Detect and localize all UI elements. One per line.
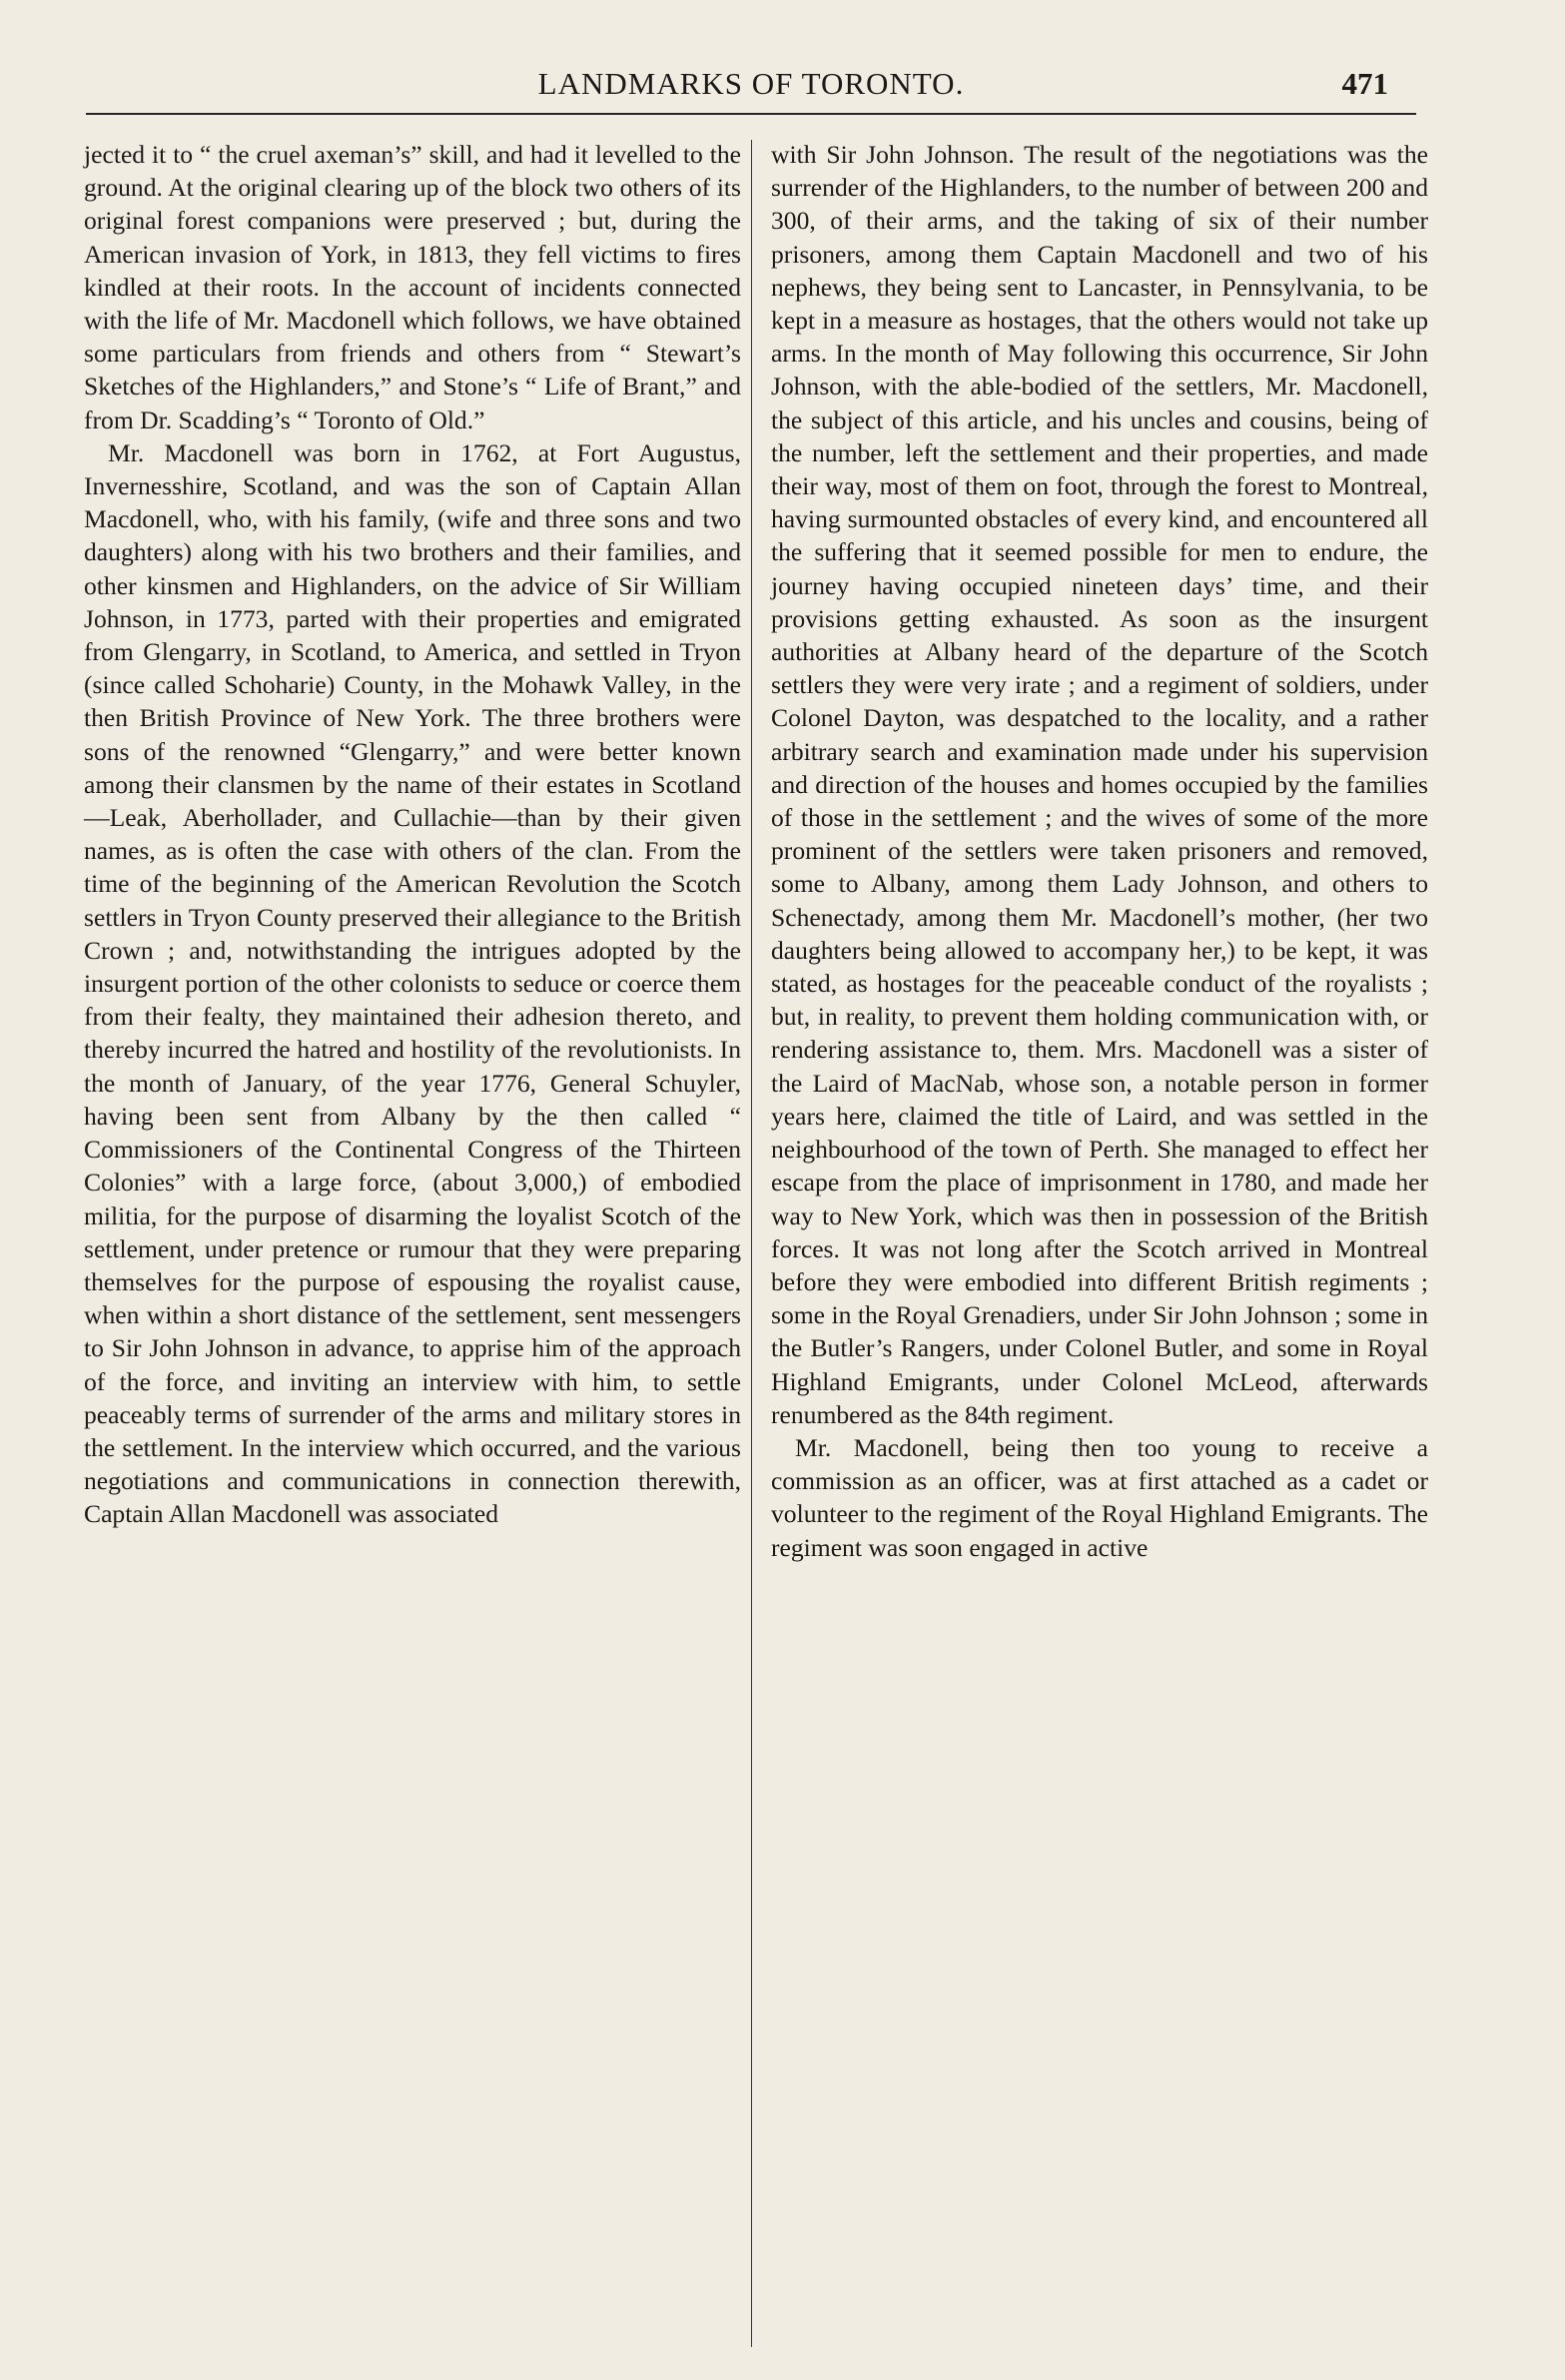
- column-divider: [751, 140, 752, 2347]
- page-header: [86, 66, 1416, 116]
- page-number: 471: [1341, 66, 1388, 101]
- right-paragraph-2: Mr. Macdonell, being then too young to receive a commission as an officer, was at first attached as a cadet or volunteer to the regiment of the Royal Highland Emigrants. The regiment was soon engaged in active: [771, 1432, 1428, 1562]
- right-paragraph-1: with Sir John Johnson. The result of the negotiations was the surrender of the Highlanders, to the number of between 200 and 300, of their arms, and the taking of six of their number prisoners, among them Captain Macdonell and two of his nephews, they being sent to Lancaster, in Pennsylvania, to be kept in a measure as hostages, that the others would not take up arms. In the month of May following this occurrence, Sir John Johnson, with the able-bodied of the settlers, Mr. Macdonell, the subject of this article, and his uncles and cousins, being of the number, left the settlement and their properties, and made their way, most of them on foot, through the forest to Montreal, having surmounted obstacles of every kind, and encountered all the suffering that it seemed possible for men to endure, the journey having occupied nineteen days’ time, and their provisions getting exhausted. As soon as the insurgent authorities at Albany heard of the departure of the Scotch settlers they were very irate ; and a regiment of soldiers, under Colonel Dayton, was despatched to the locality, and a rather arbitrary search and examination made under his supervision and direction of the houses and homes occupied by the families of those in the settlement ; and the wives of some of the more prominent of the settlers were taken prisoners and removed, some to Albany, among them Lady Johnson, and others to Schenectady, among them Mr. Macdonell’s mother, (her two daughters being allowed to accompany her,) to be kept, it was stated, as hostages for the peaceable conduct of the royalists ; but, in reality, to prevent them holding communication with, or rendering assistance to, them. Mrs. Macdonell was a sister of the Laird of MacNab, whose son, a notable person in former years here, claimed the title of Laird, and was settled in the neighbourhood of the town of Perth. She managed to effect her escape from the place of imprisonment in 1780, and made her way to New York, which was then in possession of the British forces. It was not long after the Scotch arrived in Montreal before they were embodied into different British regiments ; some in the Royal Grenadiers, under Sir John Johnson ; some in the Butler’s Rangers, under Colonel Butler, and some in Royal Highland Emigrants, under Colonel McLeod, afterwards renumbered as the 84th regiment.: [771, 140, 1428, 1429]
- running-title: LANDMARKS OF TORONTO.: [537, 66, 965, 101]
- right-column: [771, 138, 1428, 1564]
- left-column: [84, 138, 741, 1531]
- left-paragraph-2: Mr. Macdonell was born in 1762, at Fort Augustus, Invernesshire, Scotland, and was the son of Captain Allan Macdonell, who, with his family, (wife and three sons and two daughters) along with his two brothers and their families, and other kinsmen and Highlanders, on the advice of Sir William Johnson, in 1773, parted with their properties and emigrated from Glengarry, in Scotland, to America, and settled in Tryon (since called Schoharie) County, in the Mohawk Valley, in the then British Province of New York. The three brothers were sons of the renowned “Glengarry,” and were better known among their clansmen by the name of their estates in Scotland—Leak, Aberhollader, and Cullachie—than by their given names, as is often the case with others of the clan. From the time of the beginning of the American Revolution the Scotch settlers in Tryon County preserved their allegiance to the British Crown ; and, notwithstanding the intrigues adopted by the insurgent portion of the other colonists to seduce or coerce them from their fealty, they maintained their adhesion thereto, and thereby incurred the hatred and hostility of the revolutionists. In the month of January, of the year 1776, General Schuyler, having been sent from Albany by the then called “ Commissioners of the Continental Congress of the Thirteen Colonies” with a large force, (about 3,000,) of embodied militia, for the purpose of disarming the loyalist Scotch of the settlement, under pretence or rumour that they were preparing themselves for the purpose of espousing the royalist cause, when within a short distance of the settlement, sent messengers to Sir John Johnson in advance, to apprise him of the approach of the force, and inviting an interview with him, to settle peaceably terms of surrender of the arms and military stores in the settlement. In the interview which occurred, and the various negotiations and communications in connection therewith, Captain Allan Macdonell was associated: [84, 437, 741, 1529]
- header-rule: [86, 113, 1416, 115]
- left-paragraph-1: jected it to “ the cruel axeman’s” skill, and had it levelled to the ground. At the original clearing up of the block two others of its original forest companions were preserved ; but, during the American invasion of York, in 1813, they fell victims to fires kindled at their roots. In the account of incidents connected with the life of Mr. Macdonell which follows, we have obtained some particulars from friends and others from “ Stewart’s Sketches of the Highlanders,” and Stone’s “ Life of Brant,” and from Dr. Scadding’s “ Toronto of Old.”: [84, 140, 741, 434]
